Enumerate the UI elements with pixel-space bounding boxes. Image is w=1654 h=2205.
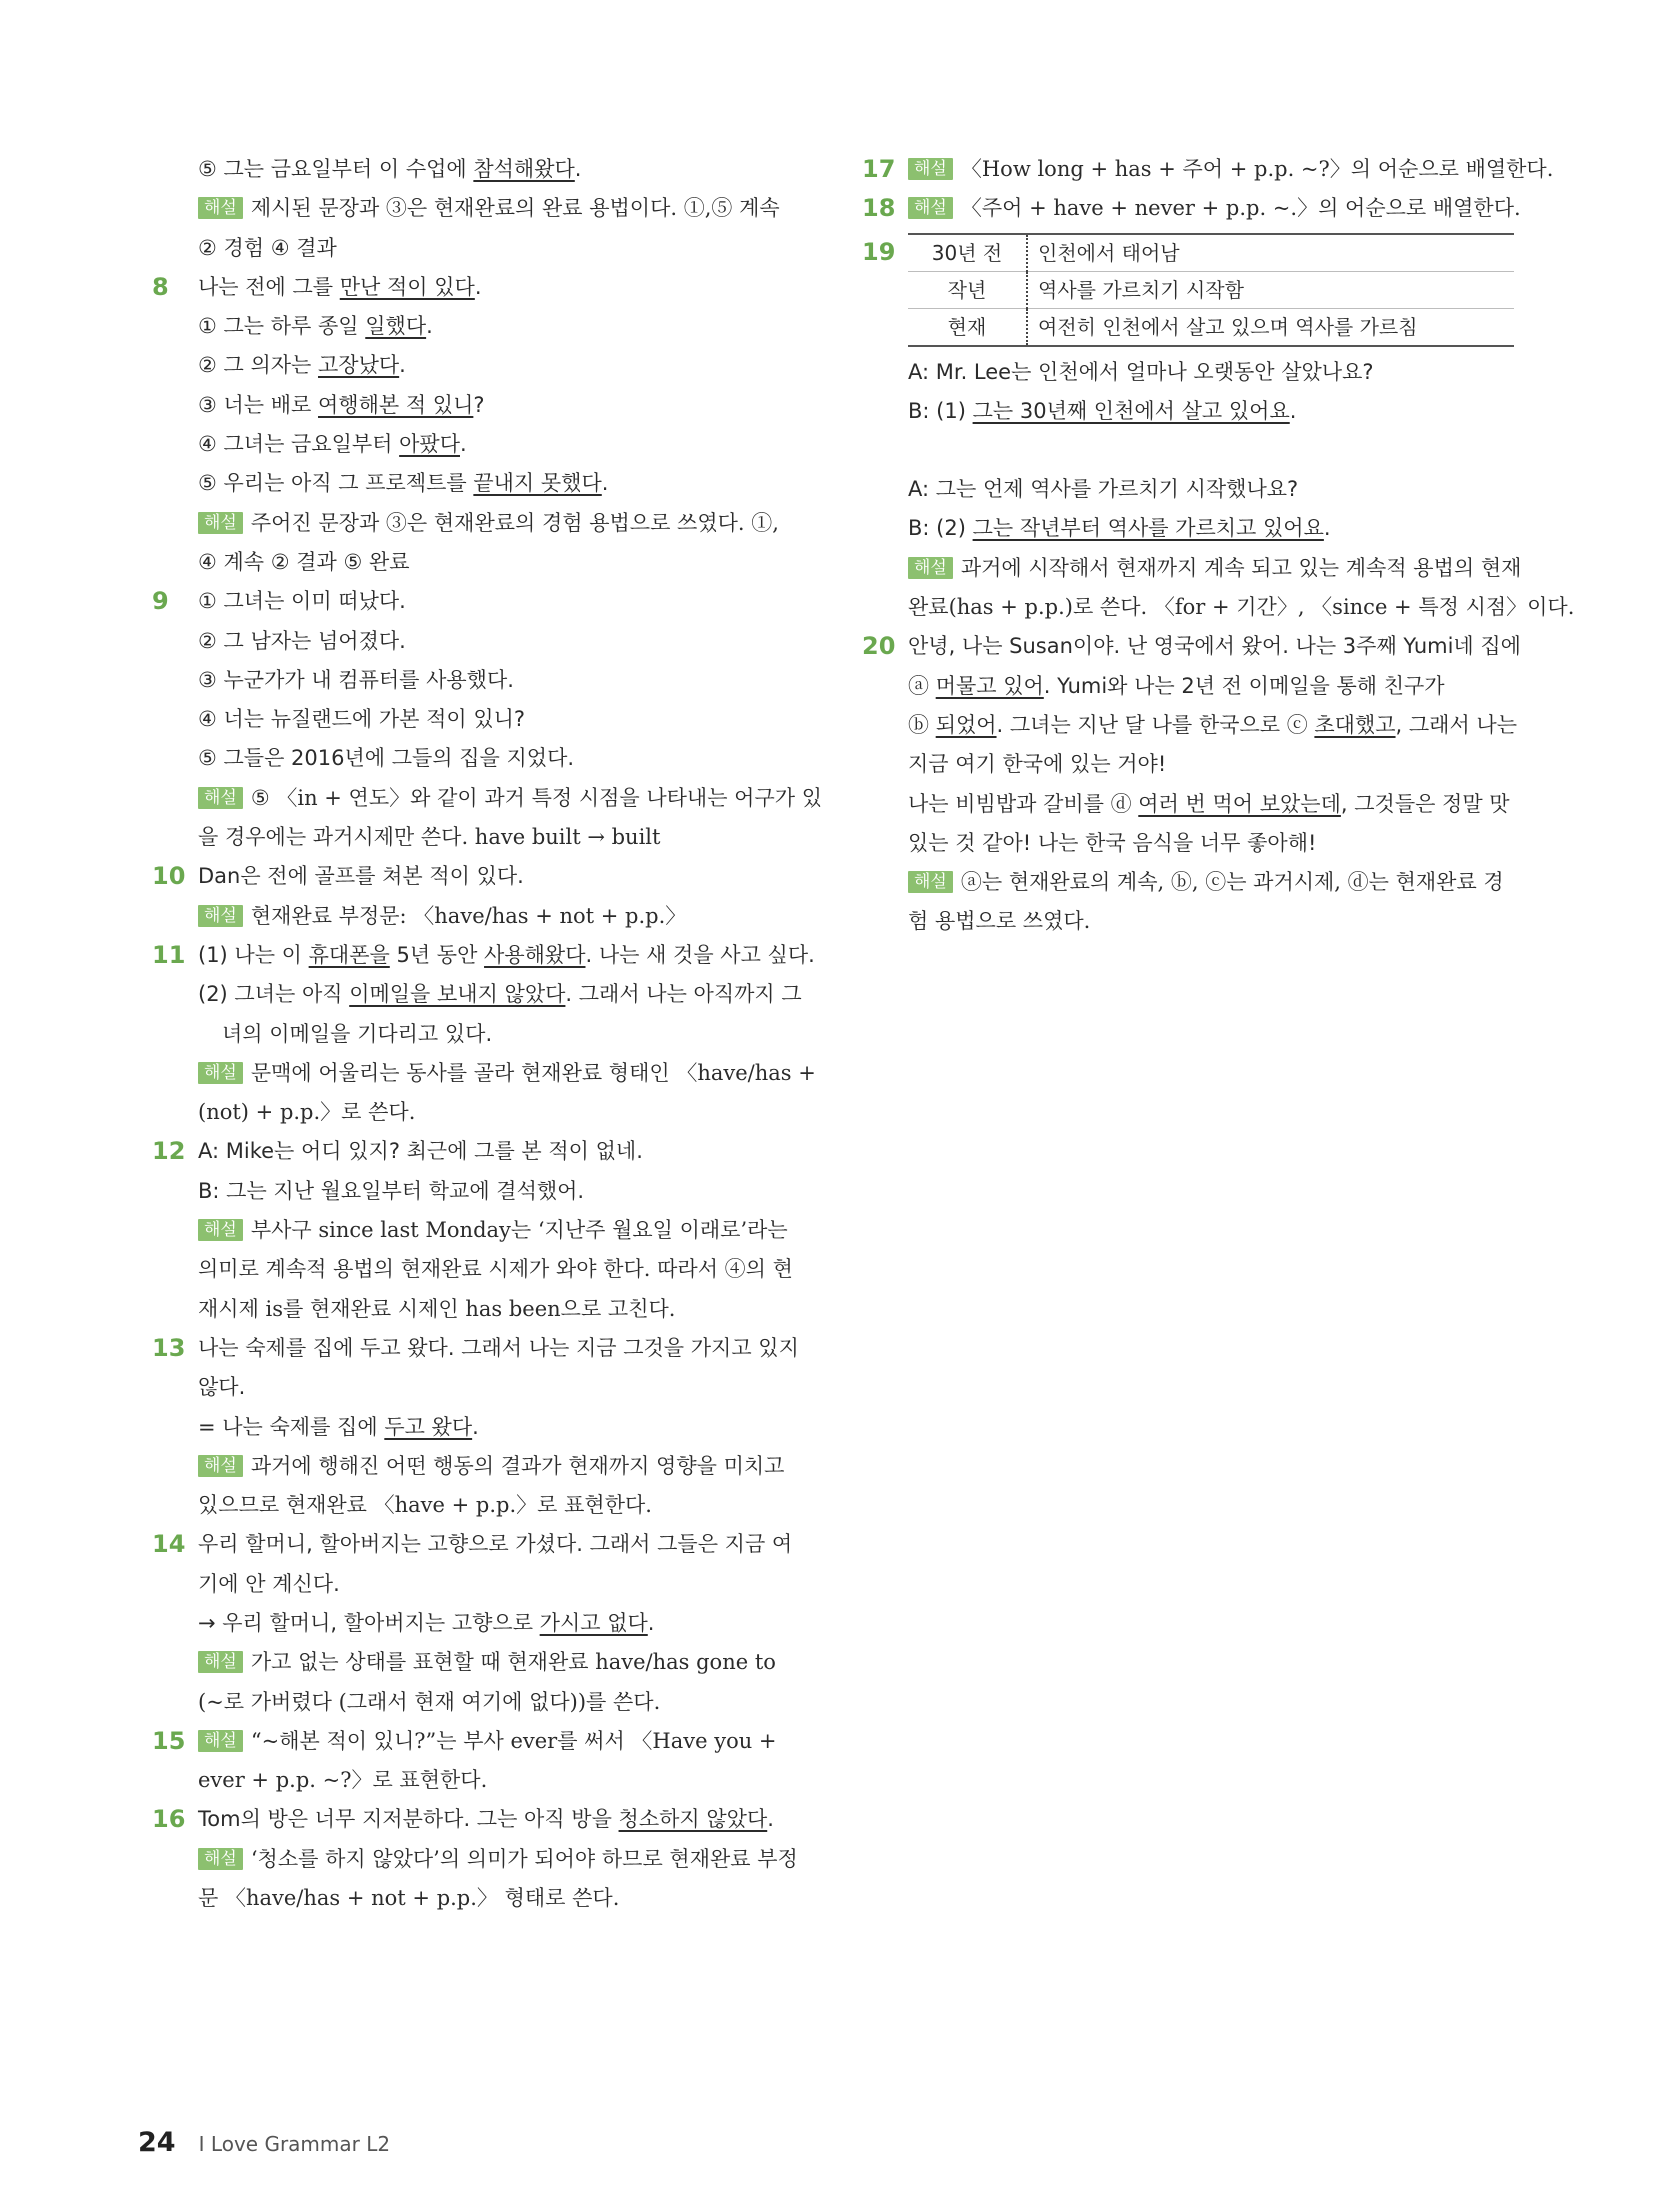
text-run: .: [647, 1610, 655, 1635]
answer-item-18: [862, 189, 1522, 228]
explanation-line: [198, 1722, 812, 1761]
text-run: ④ 계속 ② 결과 ⑤ 완료: [198, 549, 410, 574]
answer-item-13: [152, 1329, 812, 1525]
text-run: .: [1289, 398, 1297, 423]
answer-line: [198, 622, 812, 661]
explanation-badge: 해설: [908, 871, 953, 893]
item-number: 14: [152, 1530, 186, 1559]
text-run: 있는 것 같아! 나는 한국 음식을 너무 좋아해!: [908, 830, 1317, 855]
answer-item-8: [152, 268, 812, 582]
answer-line: [198, 1565, 812, 1604]
explanation-badge: 해설: [908, 557, 953, 579]
item-number: 11: [152, 940, 186, 969]
answer-item-15: [152, 1722, 812, 1801]
underlined-answer: 일했다: [365, 314, 427, 339]
text-run: B: (1): [908, 398, 973, 423]
answer-line: [198, 1683, 812, 1722]
text-run: ④ 너는 뉴질랜드에 가본 적이 있니?: [198, 707, 526, 732]
text-run: 나는 전에 그를: [198, 274, 340, 299]
text-run: 녀의 이메일을 기다리고 있다.: [222, 1021, 493, 1046]
explanation-line: [908, 863, 1522, 902]
text-run: 나는 숙제를 집에 두고 왔다. 그래서 나는 지금 그것을 가지고 있지: [198, 1335, 799, 1360]
item-number: 19: [862, 237, 896, 266]
underlined-answer: 그는 30년째 인천에서 살고 있어요: [972, 398, 1290, 423]
answer-line: [908, 785, 1522, 824]
answer-line: [198, 1329, 812, 1368]
answer-line: [198, 1132, 812, 1171]
text-run: (1) 나는 이: [198, 942, 309, 967]
text-run: ‘청소를 하지 않았다’의 의미가 되어야 하므로 현재완료 부정: [250, 1846, 798, 1871]
answer-line: [908, 509, 1522, 548]
text-run: 문 〈have/has + not + p.p.〉 형태로 쓴다.: [198, 1886, 620, 1911]
answer-item-17: [862, 150, 1554, 189]
text-run: 있으므로 현재완료 〈have + p.p.〉로 표현한다.: [198, 1493, 652, 1518]
answer-line: [198, 1761, 812, 1800]
answer-line: [198, 1408, 812, 1447]
text-run: . 그녀는 지난 달 나를 한국으로 ⓒ: [996, 712, 1315, 737]
text-run: B: (2): [908, 516, 973, 541]
text-run: ③ 누군가가 내 컴퓨터를 사용했다.: [198, 667, 514, 692]
text-run: 과거에 시작해서 현재까지 계속 되고 있는 계속적 용법의 현재: [960, 555, 1522, 580]
text-run: .: [426, 314, 433, 339]
explanation-badge: 해설: [908, 158, 953, 180]
explanation-line: [198, 1211, 812, 1250]
answer-line: [908, 353, 1522, 392]
text-run: (not) + p.p.〉로 쓴다.: [198, 1100, 416, 1125]
text-run: 5년 동안: [389, 942, 485, 967]
text-run: ② 그 남자는 넘어졌다.: [198, 628, 406, 653]
explanation-badge: 해설: [198, 1062, 243, 1084]
underlined-answer: 끝내지 못했다: [473, 471, 602, 496]
text-run: A: 그는 언제 역사를 가르치기 시작했나요?: [908, 477, 1299, 502]
explanation-badge: 해설: [198, 1848, 243, 1870]
text-run: .: [767, 1807, 774, 1832]
explanation-badge: 해설: [198, 905, 243, 927]
answer-line: [908, 627, 1522, 666]
text-run: 현재완료 부정문: 〈have/has + not + p.p.〉: [250, 903, 687, 928]
item-number: 12: [152, 1137, 186, 1166]
timeline-what: 인천에서 태어남: [1027, 234, 1514, 272]
answer-item-10: [152, 857, 812, 936]
answer-item-11: [152, 936, 816, 1132]
answer-line: [198, 1093, 812, 1132]
answer-line: [198, 1879, 812, 1918]
answer-line: [198, 268, 812, 307]
answer-line: [198, 1368, 812, 1407]
answer-line: [908, 588, 1575, 627]
answer-line: [198, 582, 812, 621]
answer-line: [198, 700, 812, 739]
page-number: 24: [138, 2127, 176, 2158]
text-run: 문맥에 어울리는 동사를 골라 현재완료 형태인 〈have/has +: [250, 1060, 816, 1085]
answer-item-12: [152, 1132, 812, 1328]
item-number: 16: [152, 1805, 186, 1834]
underlined-answer: 참석해왔다: [473, 157, 575, 181]
text-run: .: [460, 432, 467, 457]
text-run: 안녕, 나는 Susan이야. 난 영국에서 왔어. 나는 3주째 Yumi네 집에: [908, 634, 1521, 659]
answer-line: [908, 824, 1522, 863]
answer-line: [198, 975, 812, 1014]
explanation-line: [198, 1054, 816, 1093]
explanation-line: [908, 189, 1522, 228]
answer-line: [198, 346, 812, 385]
text-run: 나는 비빔밥과 갈비를 ⓓ: [908, 791, 1139, 816]
text-run: 지금 여기 한국에 있는 거야!: [908, 752, 1167, 777]
text-run: , 그래서 나는: [1395, 712, 1518, 737]
text-run: 우리 할머니, 할아버지는 고향으로 가셨다. 그래서 그들은 지금 여: [198, 1532, 793, 1557]
item-number: 9: [152, 587, 169, 616]
text-run: . 그래서 나는 아직까지 그: [565, 982, 802, 1007]
explanation-line: [198, 504, 812, 543]
text-run: ① 그녀는 이미 떠났다.: [198, 589, 406, 614]
answer-line: [198, 1015, 812, 1054]
text-run: 과거에 행해진 어떤 행동의 결과가 현재까지 영향을 미치고: [250, 1453, 785, 1478]
text-run: 제시된 문장과 ③은 현재완료의 완료 용법이다. ①,⑤ 계속: [250, 196, 780, 221]
timeline-what: 역사를 가르치기 시작함: [1027, 271, 1514, 308]
underlined-answer: 가시고 없다: [539, 1610, 648, 1635]
timeline-table: [908, 233, 1514, 347]
text-run: ⑤ 〈in + 연도〉와 같이 과거 특정 시점을 나타내는 어구가 있: [250, 785, 822, 810]
item-number: 17: [862, 155, 896, 183]
answer-line: [198, 229, 812, 268]
timeline-what: 여전히 인천에서 살고 있으며 역사를 가르침: [1027, 308, 1514, 346]
answer-item-16: [152, 1800, 812, 1918]
timeline-row: [908, 308, 1514, 346]
text-run: ① 그는 하루 종일: [198, 314, 366, 339]
explanation-line: [198, 897, 812, 936]
text-run: .: [474, 274, 482, 299]
answer-line: [198, 464, 812, 503]
answer-line: [198, 936, 815, 975]
underlined-answer: 되었어: [935, 712, 997, 737]
answer-line: [908, 902, 1522, 941]
text-run: = 나는 숙제를 집에: [198, 1414, 385, 1439]
timeline-when: 30년 전: [908, 234, 1027, 272]
answer-line: [198, 661, 812, 700]
text-run: .: [601, 471, 609, 496]
explanation-line: [198, 1643, 812, 1682]
underlined-answer: 여행해본 적 있니: [318, 392, 474, 417]
answer-line: [198, 150, 812, 189]
text-run: 주어진 문장과 ③은 현재완료의 경험 용법으로 쓰였다. ①,: [250, 510, 779, 535]
underlined-answer: 이메일을 보내지 않았다: [349, 982, 566, 1007]
item-number: 20: [862, 632, 896, 661]
text-run: ④ 그녀는 금요일부터: [198, 432, 400, 457]
answer-line: [198, 386, 812, 425]
explanation-badge: 해설: [198, 197, 243, 219]
underlined-answer: 만난 적이 있다: [339, 274, 475, 299]
right-column: [862, 150, 1575, 942]
answer-item-20: [862, 627, 1522, 941]
explanation-badge: 해설: [198, 1219, 243, 1241]
explanation-line: [908, 549, 1522, 588]
text-run: Dan은 전에 골프를 쳐본 적이 있다.: [198, 864, 524, 889]
text-run: “~해본 적이 있니?”는 부사 ever를 써서 〈Have you +: [250, 1728, 777, 1753]
item-number: 18: [862, 194, 896, 223]
answer-line: [908, 667, 1522, 706]
text-run: Tom의 방은 너무 지저분하다. 그는 아직 방을: [198, 1807, 619, 1832]
answer-line: [908, 392, 1522, 431]
text-run: (2) 그녀는 아직: [198, 982, 350, 1007]
text-run: 가고 없는 상태를 표현할 때 현재완료 have/has gone to: [250, 1650, 776, 1675]
timeline-when: 현재: [908, 308, 1027, 346]
text-run: 기에 안 계신다.: [198, 1571, 340, 1596]
text-run: 않다.: [198, 1375, 246, 1400]
text-run: ② 그 의자는: [198, 353, 318, 378]
right-top-items: [862, 150, 1554, 229]
answer-line: [198, 1525, 812, 1564]
text-run: ② 경험 ④ 결과: [198, 235, 337, 260]
answer-line: [198, 739, 812, 778]
answer-line: [198, 857, 812, 896]
text-run: ⑤ 우리는 아직 그 프로젝트를: [198, 471, 474, 496]
text-run: ⑤ 그들은 2016년에 그들의 집을 지었다.: [198, 746, 575, 771]
timeline-row: [908, 234, 1514, 272]
answer-line: [198, 1486, 812, 1525]
text-run: (~로 가버렸다 (그래서 현재 여기에 없다))를 쓴다.: [198, 1689, 661, 1714]
answer-line: [908, 470, 1522, 509]
text-run: A: Mike는 어디 있지? 최근에 그를 본 적이 없네.: [198, 1139, 643, 1164]
answer-line: [198, 1290, 812, 1329]
text-run: ?: [473, 392, 485, 417]
text-run: 부사구 since last Monday는 ‘지난주 월요일 이래로’라는: [250, 1218, 788, 1243]
text-run: .: [399, 353, 406, 378]
explanation-line: [198, 1447, 812, 1486]
answer-item-continued: [152, 150, 812, 268]
answer-item-14: [152, 1525, 812, 1721]
answer-line: [908, 706, 1522, 745]
text-run: ⓐ: [908, 673, 936, 698]
underlined-answer: 여러 번 먹어 보았는데: [1138, 791, 1341, 816]
item-number: 13: [152, 1333, 186, 1362]
text-run: . Yumi와 나는 2년 전 이메일을 통해 친구가: [1043, 673, 1445, 698]
answer-line: [198, 1250, 812, 1289]
text-run: 〈How long + has + 주어 + p.p. ~?〉의 어순으로 배열한다.: [960, 157, 1554, 181]
explanation-line: [198, 1840, 812, 1879]
item-number: 15: [152, 1726, 186, 1755]
underlined-answer: 휴대폰을: [308, 942, 390, 967]
answer-line: [908, 745, 1522, 784]
text-run: . 나는 새 것을 사고 싶다.: [585, 942, 815, 967]
explanation-line: [198, 189, 812, 228]
answer-line: [198, 307, 812, 346]
answer-line: [198, 1172, 812, 1211]
underlined-answer: 두고 왔다: [384, 1414, 473, 1439]
text-run: .: [1323, 516, 1331, 541]
explanation-badge: 해설: [198, 1730, 243, 1752]
right-bottom-items: [862, 627, 1522, 941]
underlined-answer: 청소하지 않았다: [618, 1807, 768, 1832]
explanation-line: [908, 150, 1554, 189]
item-number: 10: [152, 862, 186, 891]
timeline-when: 작년: [908, 271, 1027, 308]
explanation-badge: 해설: [908, 197, 953, 219]
dialogue-2: [908, 470, 1575, 627]
answer-line: [198, 1800, 812, 1839]
explanation-badge: 해설: [198, 512, 243, 534]
text-run: , 그것들은 정말 맛: [1340, 791, 1510, 816]
text-run: 재시제 is를 현재완료 시제인 has been으로 고친다.: [198, 1296, 676, 1321]
explanation-badge: 해설: [198, 787, 243, 809]
answer-line: [198, 1604, 812, 1643]
underlined-answer: 초대했고: [1314, 712, 1396, 737]
answer-line: [198, 543, 812, 582]
text-run: ever + p.p. ~?〉로 표현한다.: [198, 1768, 488, 1793]
underlined-answer: 그는 작년부터 역사를 가르치고 있어요: [972, 516, 1324, 541]
text-run: 을 경우에는 과거시제만 쓴다. have built → built: [198, 825, 661, 850]
dialogue-1: [908, 353, 1522, 432]
book-title: I Love Grammar L2: [198, 2132, 391, 2156]
text-run: .: [472, 1414, 479, 1439]
answer-item-9: [152, 582, 822, 857]
text-run: 〈주어 + have + never + p.p. ~.〉의 어순으로 배열한다.: [960, 196, 1521, 221]
text-run: 완료(has + p.p.)로 쓴다. 〈for + 기간〉, 〈since + 특정 시점〉이다.: [908, 595, 1575, 620]
text-run: 의미로 계속적 용법의 현재완료 시제가 와야 한다. 따라서 ④의 현: [198, 1257, 793, 1282]
item-number: 8: [152, 272, 169, 301]
text-run: .: [574, 157, 582, 181]
text-run: ⑤ 그는 금요일부터 이 수업에: [198, 157, 474, 181]
timeline-row: [908, 271, 1514, 308]
explanation-badge: 해설: [198, 1651, 243, 1673]
explanation-line: [198, 779, 822, 818]
underlined-answer: 고장났다: [318, 353, 400, 378]
underlined-answer: 사용해왔다: [484, 942, 586, 967]
explanation-badge: 해설: [198, 1455, 243, 1477]
text-run: → 우리 할머니, 할아버지는 고향으로: [198, 1610, 540, 1635]
underlined-answer: 아팠다: [399, 432, 460, 457]
page-footer: [138, 2127, 390, 2158]
text-run: ⓑ: [908, 712, 936, 737]
text-run: A: Mr. Lee는 인천에서 얼마나 오랫동안 살았나요?: [908, 359, 1374, 384]
text-run: 험 용법으로 쓰였다.: [908, 909, 1091, 934]
answer-line: [198, 425, 812, 464]
text-run: ⓐ는 현재완료의 계속, ⓑ, ⓒ는 과거시제, ⓓ는 현재완료 경: [960, 870, 1504, 895]
text-run: B: 그는 지난 월요일부터 학교에 결석했어.: [198, 1178, 585, 1203]
spacer: [908, 431, 1522, 470]
underlined-answer: 머물고 있어: [935, 673, 1044, 698]
answer-item-19: [862, 233, 1575, 628]
answer-line: [198, 818, 812, 857]
text-run: ③ 너는 배로: [198, 392, 318, 417]
left-column: [152, 150, 822, 1918]
